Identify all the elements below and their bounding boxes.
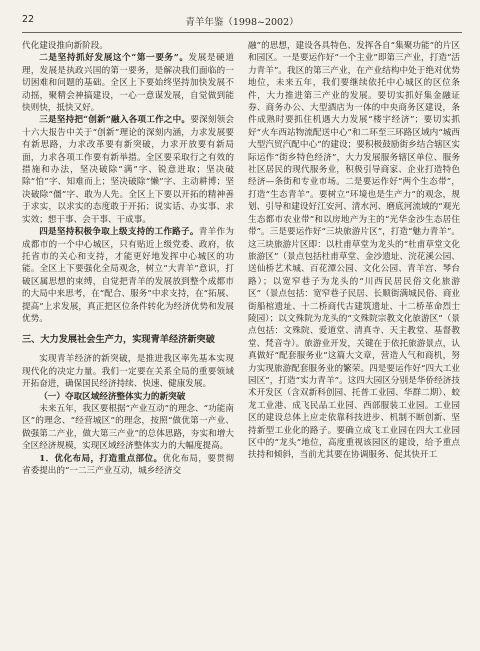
section-heading: 三、大力发展社会生产力，实现青羊经济新突破 [22, 334, 215, 346]
paragraph-body: 要深刻领会十六大报告中关于“创新”理论的深刻内涵，力求发展要有新思路，力求改革要有新突破，力求开放要有新局面，力求各项工作要有新举措。全区要采取行之有效的措施和办法，坚决破除“满”字、锐意进取；坚决破除“怕”字、知难而上；坚决破除“懒”字、主动耕博；坚决破除“僵”字、敢为人先。全区上下要以开拓的精神善于求实，以求实的态度敢于开拓；说实话、办实事、求实效；想干事、会干事、干成事。 [22, 115, 234, 225]
paragraph: 代化建设推向新阶段。 [22, 41, 108, 51]
paragraph-lead: 1．优化布局，打造重点部位。 [39, 453, 163, 464]
left-column [22, 40, 234, 644]
paragraph: 实现青羊经济的新突破，是推进我区率先基本实现现代化的决定力量。我们一定要在关系全局的重要领域开拓奋进，确保国民经济持续、快速、健康发展。 [22, 354, 234, 390]
page-number: 22 [22, 14, 35, 25]
paragraph-body: 优化布局，要贯彻省委提出的“一二三产业互动，城乡经济交 [22, 453, 234, 476]
paragraph [22, 52, 234, 114]
paragraph-body: 青羊作为成都市的一个中心城区，只有贴近上级党委、政府，依托省市的关心和支持，才能更好地发挥中心城区的功能。全区上下要强化全局观念，树立“大青羊”意识，打破区属思想的束缚，自觉把青羊的发展放到整个成都市的大局中来思考，在“配合、服务”中求支持，在“拓展、提高”上求发展，真正把区位条件转化为经济优势和发展优势。 [22, 227, 234, 324]
paragraph-lead: 三是坚持把“创新”融入各项工作之中。 [39, 115, 191, 126]
paragraph [22, 226, 234, 325]
paragraph-lead: 四是坚持积极争取上级支持的工作路子。 [39, 227, 199, 238]
paragraph [22, 114, 234, 226]
running-title: 青羊年鉴（1998~2002） [185, 17, 299, 28]
paragraph [22, 453, 234, 478]
paragraph: 未来五年，我区要根据“产业互动”的理念、“功能南区”的理念、“经营城区”的理念，按照“做优第一产业、做强第二产业，做大第三产业”的总体思路，夯实和增大全区经济规模，实现区域经济整体实力的大幅度提高。 [22, 403, 234, 452]
paragraph-body: 发展是硬道理，发展是执政兴国的第一要务，是解决我们面临的一切困难和问题的基础。全区上下要始终坚持加快发展不动摇，聚精会神搞建设，一心一意谋发展，自觉做到能快则快，抵快又好。 [22, 53, 234, 114]
paragraph: 融”的思想，建设各具特色、发挥各自“集聚功能”的片区和园区。一是要运作好“一个主业”即第三产业，打造“活力青羊”。我区的第三产业，在产业结构中处于绝对优势地位，未来五年，我们要继续依托中心城区的区位条件，大力推进第三产业的发展。要切实抓好集金融证券、商务办公、大型酒店为一体的中央商务区建设，条件成熟时要抓住机遇大力发展“楼宇经济”；要切实抓好“火车西站物流配送中心”和二环至三环路区域内“城西大型汽贸汽配中心”的建设；要积极鼓励街乡结合辖区实际运作“街乡特色经济”，大力发展服务辖区单位、服务社区居民的现代服务业，积极引导商家、企业打造特色经济—条街和专业市场。二是要运作好“两个生态带”，打造“生态青羊”。要树立“环境也是生产力”的观念，规划、引导和建设好江安河、清水河、磨底河流域的“观光生态都市农业带”和以房地产为主的“光华金沙生态居住带”。三是要运作好“三块旅游片区”，打造“魅力青羊”。这三块旅游片区即：以杜甫草堂为龙头的“杜甫草堂文化旅游区”（景点包括杜甫草堂、金沙遗址、浣花溪公园、送仙桥艺术城、百花潭公园、文化公园、青羊宫、琴台路）；以宽窄巷子为龙头的“川西民居民俗文化旅游区”（景点包括：宽窄巷子民居、长顺街满城民俗、商业街船棺遗址、十二桥商代古建筑遗址、十二桥革命烈士陵园）；以文殊院为龙头的“文殊院宗教文化旅游区”（景点包括：文殊院、爱道堂、清真寺、天主教堂、基督教堂、梵音寺）。旅游业开发，关键在于依托旅游景点，认真做好“配套服务业”这篇大文章，营造人气和商机，努力实现旅游配套服务业的繁荣。四是要运作好“四大工业园区”，打造“实力青羊”。这四大园区分别是华侨经济技术开发区（含双新科创园、托普工业园、华群二期）、蛟龙工业港、成飞民品工业园、西部服装工业园。工业园区的建设总体上应走依靠科技进步、机制不断创新、坚持新型工业化的路子。要确立成飞工业园在四大工业园区中的“龙头”地位，高度重视该园区的建设，给予重点扶持和倾斜，当前尤其要在协调服务、促其快开工 [248, 41, 460, 461]
running-header [22, 10, 462, 33]
paragraph-lead: 二是坚持抓好发展这个“第一要务”。 [39, 53, 189, 64]
subsection-heading: （一）夺取区域经济整体实力的新突破 [39, 391, 186, 402]
right-column [248, 40, 460, 644]
